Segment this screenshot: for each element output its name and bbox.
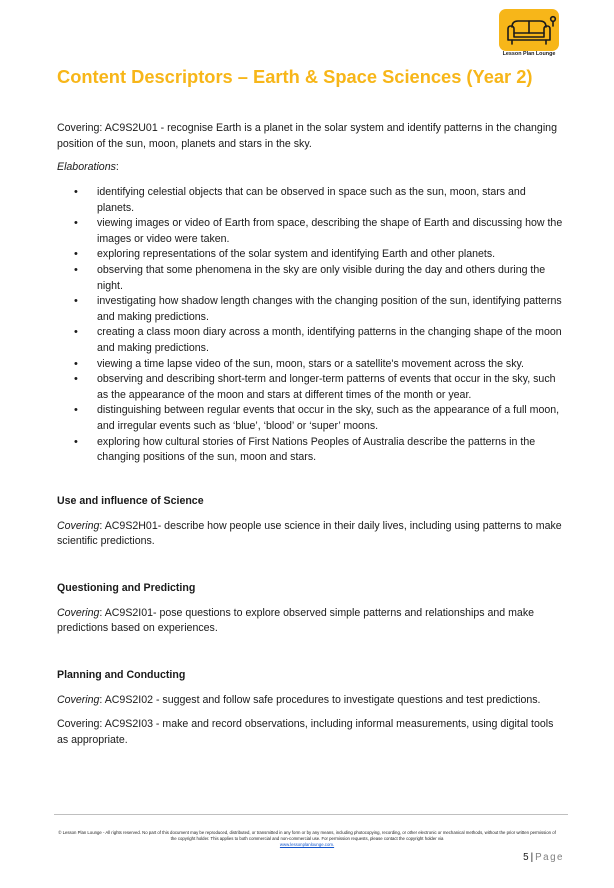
covering-text: : AC9S2U01 - recognise Earth is a planet in the solar system and identify patterns in the changing position of the sun, moon, planets and stars in the sky.	[57, 122, 557, 150]
list-item: • viewing images or video of Earth from space, describing the shape of Earth and discussing how the images or video were taken.	[74, 217, 563, 245]
lesson-plan-lounge-logo	[496, 7, 562, 62]
list-item: • viewing a time lapse video of the sun, moon, stars or a satellite's movement across the sky.	[57, 357, 565, 373]
section-covering: Covering: AC9S2I02 - suggest and follow safe procedures to investigate questions and test predictions.	[57, 693, 541, 706]
section-heading: Questioning and Predicting	[57, 582, 196, 594]
page-word: Page	[535, 852, 564, 863]
use-and-influence-section	[57, 494, 565, 550]
footer-website-link[interactable]: www.lessonplanlounge.com.	[279, 842, 335, 848]
list-item: • identifying celestial objects that can be observed in space such as the sun, moon, stars and planets.	[74, 186, 526, 214]
page-title: Content Descriptors – Earth & Space Sciences (Year 2)	[57, 66, 533, 87]
page-number-value: 5	[523, 852, 529, 863]
bullet-icon: •	[74, 263, 78, 276]
page-number	[480, 852, 564, 863]
section-covering: Covering: AC9S2I01- pose questions to explore observed simple patterns and relationships and make predictions based on experiences.	[57, 606, 535, 635]
bullet-icon: •	[74, 404, 78, 417]
logo-text: Lesson Plan Lounge	[502, 51, 556, 57]
bullet-icon: •	[74, 357, 78, 370]
list-item: • distinguishing between regular events that occur in the sky, such as the appearance of a full moon, and irregular events such as ‘blue’, ‘blood’ or ‘super’ moons.	[74, 404, 560, 432]
elaborations-colon: :	[115, 161, 119, 173]
planning-section	[57, 668, 565, 748]
elaborations-heading: Elaborations:	[57, 161, 119, 173]
main-covering	[57, 121, 563, 152]
list-item: • creating a class moon diary across a month, identifying patterns in the changing shape of the moon and making predictions.	[74, 326, 562, 354]
section-heading: Planning and Conducting	[57, 669, 186, 681]
section-covering: Covering: AC9S2H01- describe how people use science in their daily lives, including using patterns to make scientific predictions.	[57, 519, 562, 548]
copyright-notice: © Lesson Plan Lounge - All rights reserved. No part of this document may be reproduced, distributed, or transmitted in any form or by any means, including photocopying, recording, or other electronic or mechanical methods, without the prior written permission of the copyright holder. This applies to both commercial and non-commercial use. For permission requests, please contact the copyright holder via www.lessonplanlounge.com.	[58, 830, 556, 848]
section-covering-second: Covering: AC9S2I03 - make and record observations, including informal measurements, using digital tools as appropriate.	[57, 718, 554, 746]
bullet-icon: •	[74, 186, 78, 198]
list-item: • investigating how shadow length changes with the changing position of the sun, identifying patterns and making predictions.	[74, 295, 562, 323]
bullet-icon: •	[74, 248, 78, 261]
footer-divider	[54, 814, 568, 815]
covering-label: Covering	[57, 122, 100, 134]
section-heading: Use and influence of Science	[57, 495, 204, 507]
bullet-icon: •	[74, 217, 78, 230]
bullet-icon: •	[74, 435, 78, 448]
sofa-logo-icon	[496, 7, 562, 53]
list-item: • exploring representations of the solar system and identifying Earth and other planets.	[57, 247, 565, 263]
list-item: • exploring how cultural stories of First Nations Peoples of Australia describe the patterns in the changing positions of the sun, moon and stars.	[74, 435, 536, 464]
bullet-icon: •	[74, 295, 78, 308]
elaborations-list	[57, 185, 565, 466]
list-item: • observing that some phenomena in the sky are only visible during the day and others during the night.	[74, 263, 546, 292]
questioning-section	[57, 581, 565, 637]
page-separator: |	[530, 852, 534, 863]
bullet-icon: •	[74, 373, 78, 386]
list-item: • observing and describing short-term and longer-term patterns of events that occur in the sky, such as the appearance of the moon and stars at different times of the month or year.	[74, 373, 556, 401]
bullet-icon: •	[74, 326, 78, 339]
